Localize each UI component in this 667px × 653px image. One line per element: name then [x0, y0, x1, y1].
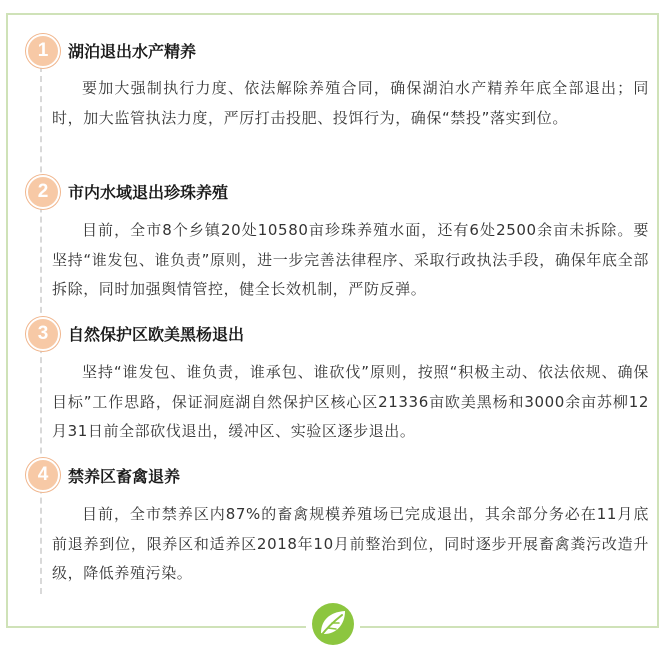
- number-badge: 1: [26, 34, 60, 68]
- section-body: 目前，全市禁养区内87%的畜禽规模养殖场已完成退出，其余部分务必在11月底前退养到位，限养区和适养区2018年10月前整治到位，同时逐步开展畜禽粪污改造升级，降低养殖污染。: [52, 505, 649, 582]
- section-title: 湖泊退出水产精养: [68, 42, 197, 61]
- section-title: 市内水域退出珍珠养殖: [68, 183, 229, 202]
- leaf-icon: [306, 600, 360, 648]
- section-title: 禁养区畜禽退养: [68, 467, 181, 486]
- section-title: 自然保护区欧美黑杨退出: [68, 325, 245, 344]
- footer-leaf-badge: [306, 600, 360, 648]
- section-body: 要加大强制执行力度、依法解除养殖合同，确保湖泊水产精养年底全部退出；同时，加大监管执法力度，严厉打击投肥、投饵行为，确保“禁投”落实到位。: [52, 79, 649, 127]
- number-badge: 4: [26, 458, 60, 492]
- number-badge: 3: [26, 317, 60, 351]
- section-body: 目前，全市8个乡镇20处10580亩珍珠养殖水面，还有6处2500余亩未拆除。要坚持“谁发包、谁负责”原则，进一步完善法律程序、采取行政执法手段，确保年底全部拆除，同时加强舆情管控，健全长效机制，严防反弹。: [52, 221, 649, 298]
- number-badge: 2: [26, 175, 60, 209]
- section-body: 坚持“谁发包、谁负责，谁承包、谁砍伐”原则，按照“积极主动、依法依规、确保目标”工作思路，保证洞庭湖自然保护区核心区21336亩欧美黑杨和3000余亩苏柳12月31日前全部砍伐退出，缓冲区、实验区逐步退出。: [52, 363, 649, 440]
